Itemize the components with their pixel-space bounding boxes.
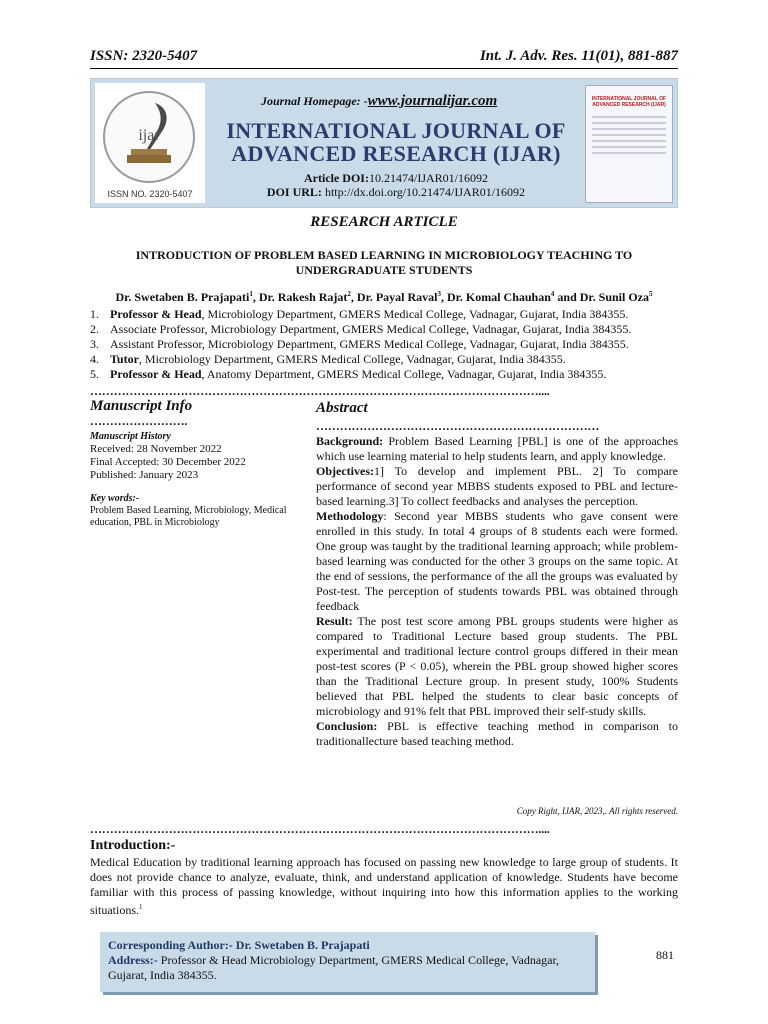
cover-lines xyxy=(592,116,666,154)
manuscript-info-heading: Manuscript Info xyxy=(90,398,193,414)
affiliation-item: 3. Assistant Professor, Microbiology Department, GMERS Medical College, Vadnagar, Gujarat, India 384355. xyxy=(90,337,629,351)
published-date: Published: January 2023 xyxy=(90,469,199,481)
journal-title-line2: ADVANCED RESEARCH (IJAR) xyxy=(231,141,561,166)
running-header xyxy=(90,46,678,69)
affiliation-item: 4. Tutor, Microbiology Department, GMERS Medical College, Vadnagar, Gujarat, India 384355. xyxy=(90,352,566,366)
accepted-date: Final Accepted: 30 December 2022 xyxy=(90,456,246,468)
page-number: 881 xyxy=(656,948,674,962)
affiliation-list xyxy=(90,307,690,382)
logo-issn: ISSN NO. 2320-5407 xyxy=(107,189,193,199)
separator-dots: …………………………………………………………………………………………………….... xyxy=(90,822,550,836)
author-name: Dr. Sunil Oza xyxy=(579,290,650,304)
abstract-background: Background: Problem Based Learning [PBL] is one of the approaches which use learning material to help students learn, and apply knowledge. xyxy=(316,434,678,463)
journal-cover-thumbnail xyxy=(585,85,673,203)
doi-url-link[interactable]: http://dx.doi.org/10.21474/IJAR01/16092 xyxy=(324,185,526,199)
introduction-heading: Introduction:- xyxy=(90,838,176,853)
corresponding-author: Corresponding Author:- Dr. Swetaben B. Prajapati xyxy=(108,938,370,952)
doi-block xyxy=(211,171,581,199)
affiliation-item: 5. Professor & Head, Anatomy Department, GMERS Medical College, Vadnagar, Gujarat, India 384355. xyxy=(90,367,607,381)
journal-banner xyxy=(90,78,678,208)
article-doi-label: Article DOI: xyxy=(304,171,369,185)
keywords-label: Key words:- xyxy=(90,493,140,504)
introduction-text: Medical Education by traditional learning approach has focused on passing new knowledge to large group of students. It does not provide chance to analyze, evaluate, think, and understand application of knowledge. Students have become familiar with this process of passing knowledge, without inquiring into how this information applies to the working situations.$^1$ xyxy=(90,855,678,917)
manuscript-dots: ……………………. xyxy=(90,415,188,428)
affiliation-item: 1. Professor & Head, Microbiology Department, GMERS Medical College, Vadnagar, Gujarat, India 384355. xyxy=(90,307,629,321)
logo-circle xyxy=(103,91,195,183)
abstract-conclusion: Conclusion: PBL is effective teaching method in comparison to traditionallecture based teaching method. xyxy=(316,719,678,748)
abstract-body xyxy=(316,434,678,749)
paper-title: INTRODUCTION OF PROBLEM BASED LEARNING IN MICROBIOLOGY TEACHING TO UNDERGRADUATE STUDENTS xyxy=(135,248,633,277)
affiliation-item: 2. Associate Professor, Microbiology Department, GMERS Medical College, Vadnagar, Gujarat, India 384355. xyxy=(90,322,632,336)
abstract-result: Result: The post test score among PBL groups students were higher as compared to Traditional Lecture based group students. The PBL experimental and traditional lecture control groups differed in their mean post-test scores (P < 0.05), wherein the PBL group showed higher scores than the Traditional Lecture group. In present study, 100% Students believed that PBL helped the students to clear basic concepts of microbiology and 91% felt that PBL improved their self-study skills. xyxy=(316,614,678,718)
copyright-notice: Copy Right, IJAR, 2023,. All rights reserved. xyxy=(516,806,678,816)
author-list: Dr. Swetaben B. Prajapati$^1$, Dr. Rakesh Rajat$^2$, Dr. Payal Raval$^3$, Dr. Komal Chauhan$^4$ and Dr. Sunil Oza$^5$ xyxy=(115,290,653,304)
manuscript-history-label: Manuscript History xyxy=(90,431,171,442)
journal-title xyxy=(211,119,581,165)
author-name: Dr. Payal Raval xyxy=(356,290,438,304)
doi-url-label: DOI URL: xyxy=(266,185,322,199)
manuscript-info xyxy=(90,400,290,529)
received-date: Received: 28 November 2022 xyxy=(90,443,222,455)
keywords-text: Problem Based Learning, Microbiology, Medical education, PBL in Microbiology xyxy=(90,505,287,528)
author-name: Dr. Swetaben B. Prajapati xyxy=(115,290,250,304)
journal-title-line1: INTERNATIONAL JOURNAL OF xyxy=(226,118,566,143)
citation-text: Int. J. Adv. Res. 11(01), 881-887 xyxy=(479,48,678,64)
reference-marker[interactable]: 1 xyxy=(139,903,143,911)
article-type: RESEARCH ARTICLE xyxy=(310,214,458,230)
journal-homepage xyxy=(261,93,497,110)
abstract-objectives: Objectives:1] To develop and implement PBL. 2] To compare performance of second year MBBS students exposed to PBL and lecture-based learning.3] To collect feedbacks and analyses the perception. xyxy=(316,464,678,508)
corresponding-author-box xyxy=(100,932,595,992)
homepage-link[interactable]: www.journalijar.com xyxy=(367,93,498,109)
homepage-label: Journal Homepage: - xyxy=(261,94,368,108)
journal-logo xyxy=(95,83,205,203)
logo-text: ijar xyxy=(138,127,160,144)
separator-dots: …………………………………………………………………………………………………….... xyxy=(90,384,550,398)
abstract-dots: ……………………………………………………………… xyxy=(316,419,600,433)
issn-text: ISSN: 2320-5407 xyxy=(90,48,198,64)
corresponding-address: Address:- Professor & Head Microbiology Department, GMERS Medical College, Vadnagar, Gujarat, India 384355. xyxy=(108,953,559,982)
abstract-heading: Abstract xyxy=(316,400,368,416)
author-name: Dr. Komal Chauhan xyxy=(446,290,551,304)
abstract-section xyxy=(316,400,678,749)
cover-title: INTERNATIONAL JOURNAL OF ADVANCED RESEARCH (IJAR) xyxy=(591,96,667,108)
author-name: Dr. Rakesh Rajat xyxy=(258,290,348,304)
article-doi: 10.21474/IJAR01/16092 xyxy=(368,171,488,185)
abstract-methodology: Methodology: Second year MBBS students who gave consent were enrolled in this study. In total 4 groups of 8 students each were formed. One group was taught by the traditional learning approach; while problem-based learning was conducted for the other 3 groups on the same topic. At the end of sessions, the performance of the all the groups was evaluated by Post-test. The perception of students towards PBL was obtained through feedback xyxy=(316,509,678,613)
